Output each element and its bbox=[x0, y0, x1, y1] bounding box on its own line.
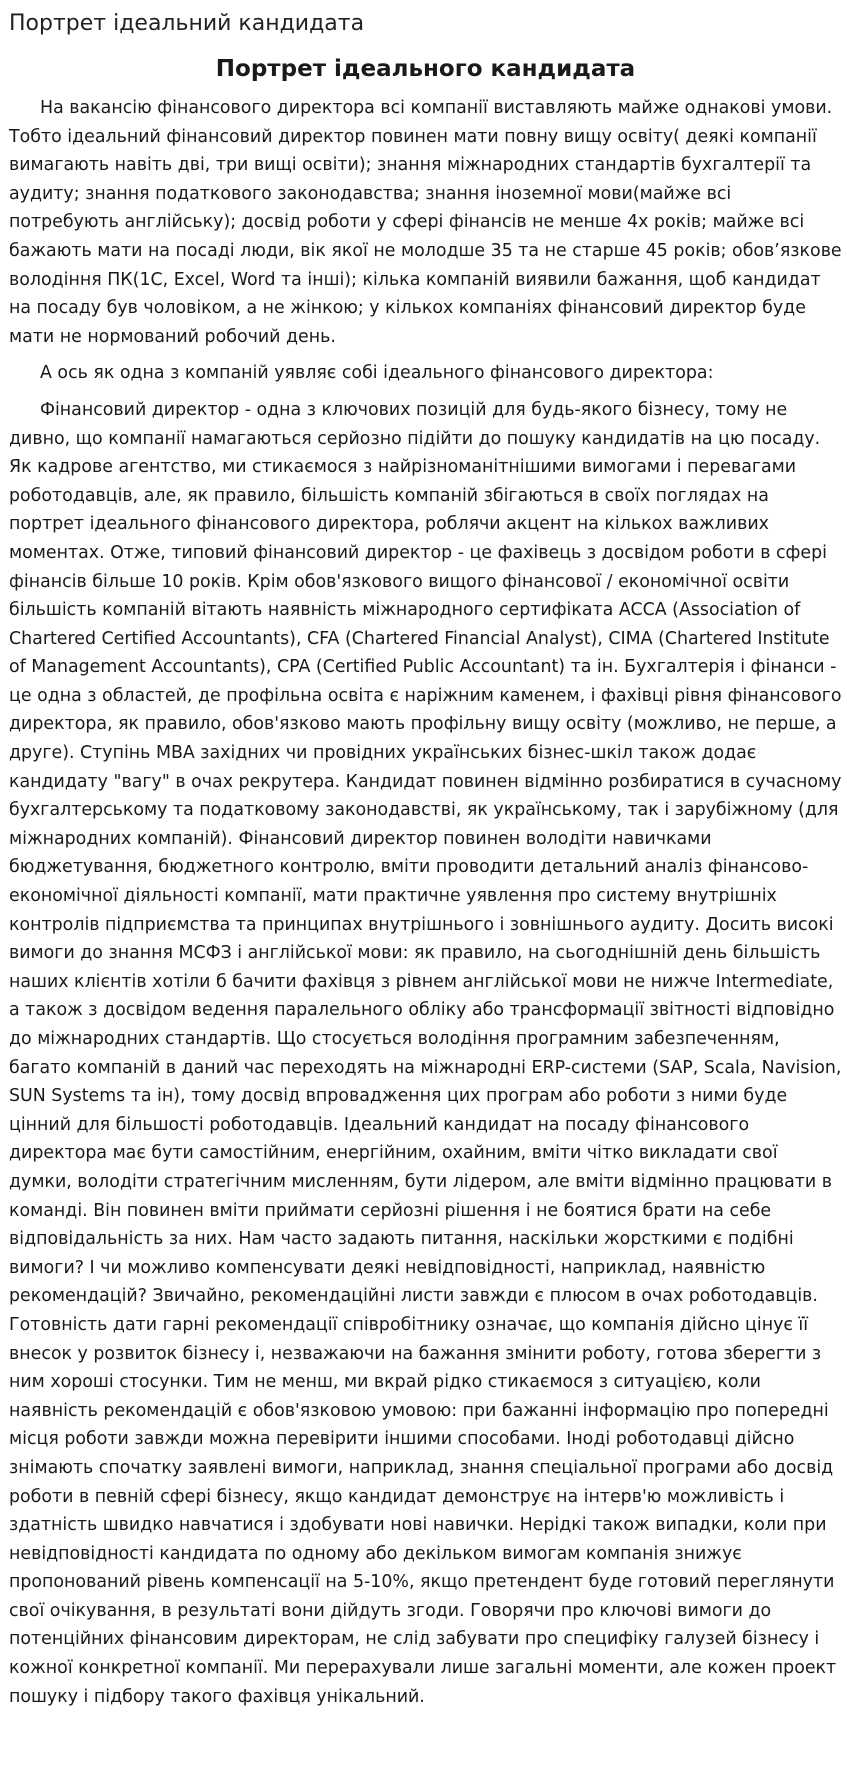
paragraph-intro: А ось як одна з компаній уявляє собі ідеального фінансового директора: bbox=[40, 363, 714, 384]
article-title: Портрет ідеального кандидата bbox=[215, 56, 636, 82]
document-page bbox=[9, 0, 842, 1719]
paragraph-requirements: На вакансію фінансового директора всі компанії виставляють майже однакові умови. Тобто ідеальний фінансовий директор повинен мати повну вищу освіту( деякі компанії вимагають навіть дві, три вищі освіти); знання міжнародних стандартів бухгалтерії та аудиту; знання податкового законодавства; знання іноземної мови(майже всі потребують англійську); досвід роботи у сфері фінансів не менше 4х років; майже всі бажають мати на посаді люди, вік якої не молодше 35 та не старше 45 років; обов’язкове володіння ПК(1С, Excel, Word та інші); кілька компаній виявили бажання, щоб кандидат на посаду був чоловіком, а не жінкою; у кількох компаніях фінансовий директор буде мати не нормований робочий день. bbox=[9, 98, 842, 347]
window-title: Портрет ідеальний кандидата bbox=[9, 11, 365, 36]
paragraph-company-view: Фінансовий директор - одна з ключових позицій для будь-якого бізнесу, тому не дивно, що компанії намагаються серйозно підійти до пошуку кандидатів на цю посаду. Як кадрове агентство, ми стикаємося з найрізноманітнішими вимогами і перевагами роботодавців, але, як правило, більшість компаній збігаються в своїх поглядах на портрет ідеального фінансового директора, роблячи акцент на кількох важливих моментах. Отже, типовий фінансовий директор - це фахівець з досвідом роботи в сфері фінансів більше 10 років. Крім обов'язкового вищого фінансової / економічної освіти більшість компаній вітають наявність міжнародного сертифіката ACCA (Association of Chartered Certified Accountants), CFA (Chartered Financial Analyst), CIMA (Chartered Institute of Management Accountants), CPA (Certified Public Accountant) та ін. Бухгалтерія і фінанси - це одна з областей, де профільна освіта є наріжним каменем, і фахівці рівня фінансового директора, як правило, обов'язково мають профільну вищу освіту (можливо, не перше, а друге). Ступінь MBA західних чи провідних українських бізнес-шкіл також додає кандидату "вагу" в очах рекрутера. Кандидат повинен відмінно розбиратися в сучасному бухгалтерському та податковому законодавстві, як українському, так і зарубіжному (для міжнародних компаній). Фінансовий директор повинен володіти навичками бюджетування, бюджетного контролю, вміти проводити детальний аналіз фінансово-економічної діяльності компанії, мати практичне уявлення про систему внутрішніх контролів підприємства та принципах внутрішнього і зовнішнього аудиту. Досить високі вимоги до знання МСФЗ і англійської мови: як правило, на сьогоднішній день більшість наших клієнтів хотіли б бачити фахівця з рівнем англійської мови не нижче Intermediate, а також з досвідом ведення паралельного обліку або трансформації звітності відповідно до міжнародних стандартів. Що стосується володіння програмним забезпеченням, багато компаній в даний час переходять на міжнародні ERP-системи (SAP, Scala, Navision, SUN Systems та ін), тому досвід впровадження цих програм або роботи з ними буде цінний для більшості роботодавців. Ідеальний кандидат на посаду фінансового директора має бути самостійним, енергійним, охайним, вміти чітко викладати свої думки, володіти стратегічним мисленням, бути лідером, але вміти відмінно працювати в команді. Він повинен вміти приймати серйозні рішення і не боятися брати на себе відповідальність за них. Нам часто задають питання, наскільки жорсткими є подібні вимоги? І чи можливо компенсувати деякі невідповідності, наприклад, наявністю рекомендацій? Звичайно, рекомендаційні листи завжди є плюсом в очах роботодавців. Готовність дати гарні рекомендації співробітнику означає, що компанія дійсно цінує її внесок у розвиток бізнесу і, незважаючи на бажання змінити роботу, готова зберегти з ним хороші стосунки. Тим не менш, ми вкрай рідко стикаємося з ситуацією, коли наявність рекомендацій є обов'язковою умовою: при бажанні інформацію про попередні місця роботи завжди можна перевірити іншими способами. Іноді роботодавці дійсно знімають спочатку заявлені вимоги, наприклад, знання спеціальної програми або досвід роботи в певній сфері бізнесу, якщо кандидат демонструє на інтерв'ю можливість і здатність швидко навчатися і здобувати нові навички. Нерідкі також випадки, коли при невідповідності кандидата по одному або декільком вимогам компанія знижує пропонований рівень компенсації на 5-10%, якщо претендент буде готовий переглянути свої очікування, в результаті вони дійдуть згоди. Говорячи про ключові вимоги до потенційних фінансовим директорам, не слід забувати про специфіку галузей бізнесу і кожної конкретної компанії. Ми перерахували лише загальні моменти, але кожен проект пошуку і підбору такого фахівця унікальний. bbox=[9, 399, 842, 1707]
